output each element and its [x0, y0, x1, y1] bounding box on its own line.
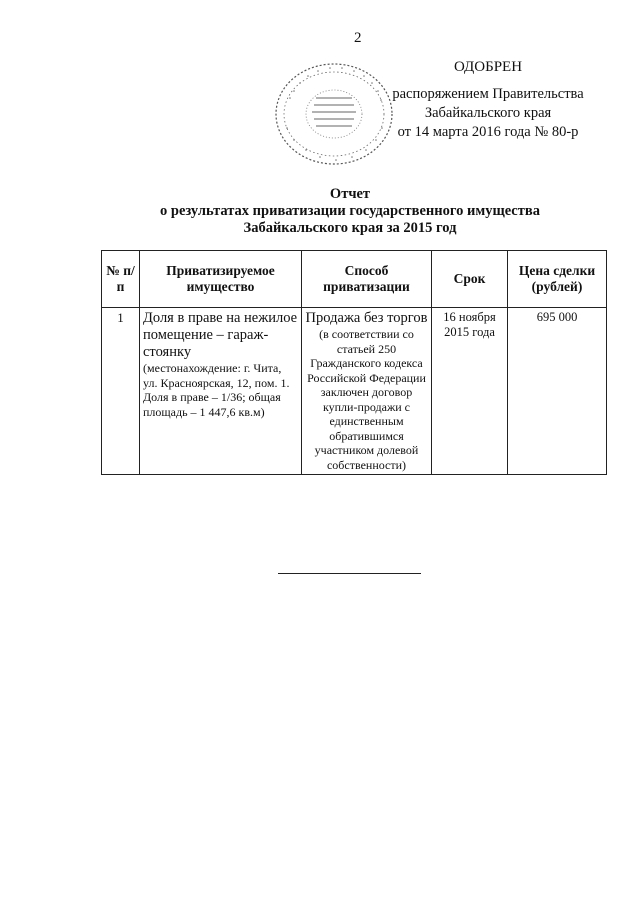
privatization-table	[101, 250, 607, 475]
approval-line: Забайкальского края	[424, 105, 552, 121]
end-divider	[278, 573, 421, 574]
approval-title: ОДОБРЕН	[453, 59, 523, 75]
official-seal	[270, 58, 400, 170]
page-number: 2	[354, 30, 362, 46]
table-header-row	[102, 251, 607, 308]
cell-price: 695 000	[508, 308, 607, 475]
cell-method	[302, 308, 432, 475]
header-price: Цена сделки (рублей)	[508, 251, 607, 308]
cell-property	[140, 308, 302, 475]
cell-term: 16 ноября 2015 года	[432, 308, 508, 475]
property-detail: (местонахождение: г. Чита, ул. Красноярская, 12, пом. 1. Доля в праве – 1/36; общая площадь – 1 447,6 кв.м)	[143, 361, 290, 419]
table-row	[102, 308, 607, 475]
property-name: Доля в праве на нежилое помещение – гараж-стоянку	[143, 310, 298, 360]
header-property: Приватизируемое имущество	[140, 251, 302, 308]
title-line: о результатах приватизации государственного имущества	[160, 203, 540, 219]
approval-line: от 14 марта 2016 года № 80-р	[397, 124, 579, 140]
header-term: Срок	[432, 251, 508, 308]
document-title	[100, 186, 600, 237]
title-line: Забайкальского края за 2015 год	[243, 220, 457, 236]
method-name: Продажа без торгов	[305, 310, 428, 326]
cell-num: 1	[102, 308, 140, 475]
method-detail: (в соответствии со статьей 250 Гражданского кодекса Российской Федерации заключен договор купли-продажи с единственным обратившимся участником долевой собственности)	[307, 327, 426, 472]
approval-block	[388, 58, 588, 142]
header-method: Способ приватизации	[302, 251, 432, 308]
header-num: № п/п	[102, 251, 140, 308]
approval-line: распоряжением Правительства	[392, 86, 584, 102]
title-line: Отчет	[329, 186, 371, 202]
